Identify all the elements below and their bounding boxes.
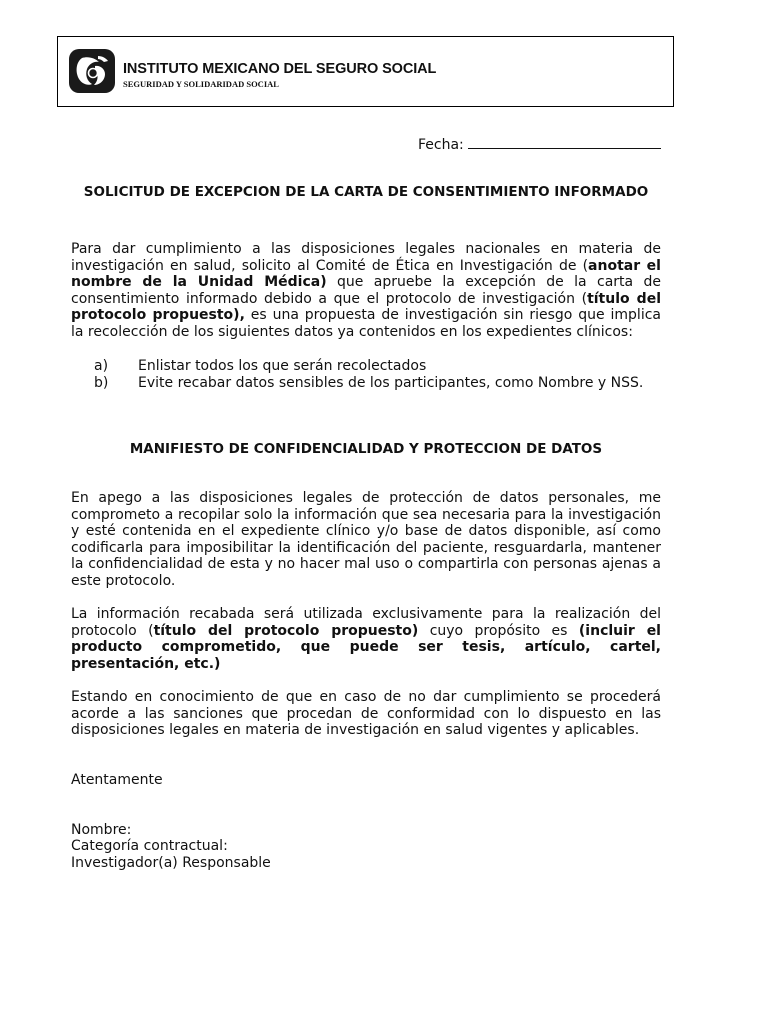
- request-paragraph: [71, 241, 661, 341]
- institution-name: INSTITUTO MEXICANO DEL SEGURO SOCIAL: [123, 61, 437, 77]
- confidentiality-paragraph: En apego a las disposiciones legales de protección de datos personales, me comprometo a recopilar solo la información que sea necesaria para la investigación y esté contenida en el expediente clínico y/o base de datos disponible, así como codificarla para imposibilitar la identificación del paciente, resguardarla, mantener la confidencialidad de esta y no hacer mal uso o compartirla con personas ajenas a este protocolo.: [71, 490, 661, 589]
- date-label: Fecha:: [418, 137, 464, 153]
- signature-role: Investigador(a) Responsable: [71, 855, 271, 871]
- protocol-title-placeholder: título del protocolo propuesto),: [71, 290, 661, 324]
- request-title: SOLICITUD DE EXCEPCION DE LA CARTA DE CONSENTIMIENTO INFORMADO: [83, 184, 649, 200]
- list-item-text: Enlistar todos los que serán recolectados: [138, 358, 427, 374]
- data-list: [94, 358, 643, 391]
- unit-name-placeholder: anotar el nombre de la Unidad Médica): [71, 257, 661, 291]
- institution-header: [57, 36, 674, 107]
- usage-text-2: cuyo propósito es: [418, 622, 579, 639]
- list-marker: b): [94, 374, 109, 391]
- list-item: [94, 375, 643, 392]
- confidentiality-title: MANIFIESTO DE CONFIDENCIALIDAD Y PROTECCION DE DATOS: [129, 441, 603, 457]
- request-text-2: que apruebe la excepción de la carta de consentimiento informado debido a que el protocolo de investigación (: [71, 274, 661, 307]
- date-blank-line: [468, 134, 661, 149]
- list-marker: a): [94, 358, 109, 374]
- signature-name-label: Nombre:: [71, 822, 132, 838]
- institution-motto: SEGURIDAD Y SOLIDARIDAD SOCIAL: [123, 79, 279, 89]
- closing-text: Atentamente: [71, 772, 163, 788]
- request-text-1: Para dar cumplimiento a las disposiciones legales nacionales en materia de investigación en salud, solicito al Comité de Ética en Investigación de (: [71, 241, 661, 274]
- signature-category-label: Categoría contractual:: [71, 838, 228, 854]
- list-item: [94, 358, 643, 375]
- request-text-3: es una propuesta de investigación sin riesgo que implica la recolección de los siguientes datos ya contenidos en los expedientes clínicos:: [71, 307, 661, 340]
- product-placeholder: (incluir el producto comprometido, que puede ser tesis, artículo, cartel, presentación, etc.): [71, 622, 661, 672]
- sanctions-paragraph: Estando en conocimiento de que en caso de no dar cumplimiento se procederá acorde a las sanciones que procedan de conformidad con lo dispuesto en las disposiciones legales en materia de investigación en salud vigentes y aplicables.: [71, 689, 661, 739]
- date-field: [418, 134, 661, 153]
- protocol-title-placeholder: título del protocolo propuesto): [153, 622, 419, 639]
- list-item-text: Evite recabar datos sensibles de los participantes, como Nombre y NSS.: [138, 374, 644, 391]
- usage-paragraph: [71, 606, 661, 672]
- imss-eagle-logo-icon: [68, 48, 116, 94]
- usage-text-1: La información recabada será utilizada exclusivamente para la realización del protocolo (: [71, 606, 661, 639]
